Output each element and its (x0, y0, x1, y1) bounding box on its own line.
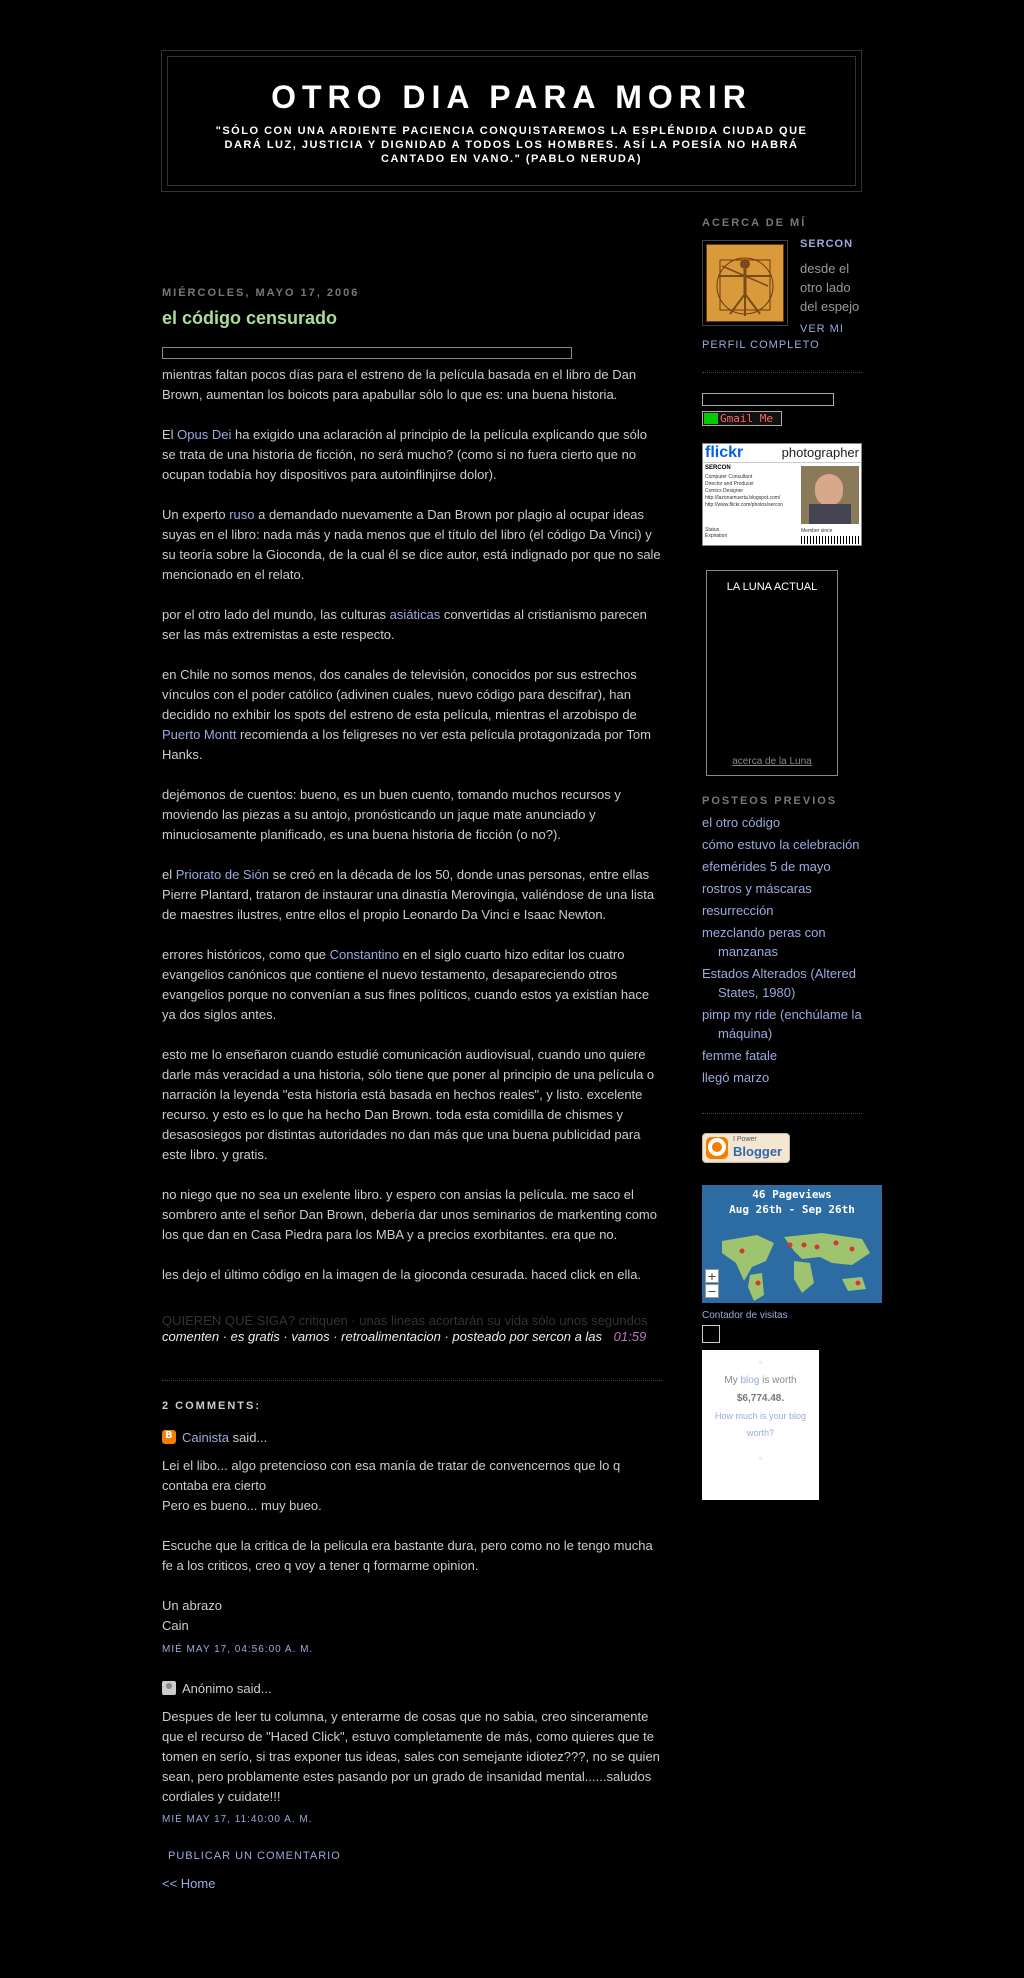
moon-widget (706, 570, 838, 776)
flickr-status-block (705, 527, 727, 539)
profile-name-link[interactable]: SERCON (800, 238, 854, 250)
post-paragraph (162, 425, 662, 485)
post-paragraph (162, 945, 662, 1025)
previous-posts-heading: POSTEOS PREVIOS (702, 795, 838, 807)
list-item (702, 1005, 872, 1043)
powered-by-blogger-button[interactable] (702, 1133, 790, 1163)
post-text: en el siglo cuarto hizo editar los cuatro evangelios canónicos que contiene el nuevo testamento, desapareciendo otros evangelios porque no convenían a sus fines políticos, cuando estos ya existían hace ya dos siglos antes. (162, 947, 650, 1022)
flickr-detail-line: http://lazonamuerta.blogspot.com/ (705, 495, 781, 501)
profile-location: desde el otro lado del espejo (800, 261, 860, 314)
post-paragraph: esto me lo enseñaron cuando estudié comunicación audiovisual, cuando uno quiere darle más veracidad a una historia, sólo tiene que poner al principio de una película o narración la leyenda "esta historia está basada en hechos reales", y listo. excelente recurso. y esto es lo que ha hecho Dan Brown. toda esta comidilla de chismes y desasosiegos por distintas autoridades no dan más que una buena publicidad para este libro. y gratis. (162, 1047, 655, 1162)
flickr-user-photo (801, 466, 859, 524)
comment-spacer (162, 1576, 662, 1596)
hidden-text-line: QUIEREN QUÉ SIGA? critiquen · unas lineas acortarán su vida sólo unos segundos (162, 1313, 648, 1328)
flickr-details (705, 474, 800, 509)
comment-author-link[interactable]: Cainista (182, 1430, 229, 1445)
comment-body (162, 1456, 662, 1636)
pageviews-count: 46 Pageviews (752, 1188, 832, 1201)
post-text: El (162, 427, 178, 442)
flickr-detail-line: http://www.flickr.com/photos/sercon (705, 502, 784, 508)
vitruvian-man-image (706, 244, 784, 322)
ruso-link[interactable]: ruso (229, 507, 255, 522)
flickr-detail-line: Computer Consultant (705, 474, 753, 480)
previous-post-link[interactable]: efemérides 5 de mayo (702, 859, 831, 874)
comment-line: Escuche que la critica de la pelicula era bastante dura, pero como no le tengo mucha fe a los criticos, creo q voy a tener q formarme opinion. (162, 1538, 653, 1573)
pageviews-map-widget[interactable] (702, 1185, 882, 1303)
comment-line: Cain (162, 1618, 189, 1633)
list-item (702, 1046, 872, 1065)
post-text: por el otro lado del mundo, las culturas (162, 607, 390, 622)
puerto-montt-link[interactable]: Puerto Montt (162, 727, 237, 742)
blog-worth-line (702, 1372, 819, 1390)
blog-worth-dot: ▫ (759, 1358, 762, 1367)
post-body (162, 345, 662, 1305)
blog-worth-value: $6,774.48. (736, 1393, 785, 1404)
list-item (702, 835, 872, 854)
sidebar-empty-box (702, 393, 834, 406)
list-item (702, 813, 872, 832)
view-profile-link-2[interactable]: PERFIL COMPLETO (702, 339, 820, 351)
comment-line: Despues de leer tu columna, y enterarme de cosas que no sabia, creo sinceramente que el recurso de "Haced Click", estuvo completamente de más, como quieres que te tomen en serío, si tras exponer tus ideas, sales con semejante idiotez???, no se quien sean, pero problamente estes pasando por un grado de insanidad mental......saludos cordiales y cuidate!!! (162, 1709, 660, 1804)
priorato-link[interactable]: Priorato de Sión (175, 867, 269, 882)
flickr-badge-type: photographer (781, 445, 859, 460)
post-text: convertidas al cristianismo parecen ser las más extremistas a este respecto. (162, 607, 647, 642)
post-paragraph (162, 865, 662, 925)
sidebar-divider (702, 1113, 862, 1114)
post-comment-link[interactable]: PUBLICAR UN COMENTARIO (168, 1850, 341, 1862)
post-text: ha exigido una aclaración al principio de la película explicando que sólo se trata de una historia de ficción, no será mucho? (como si no fuera cierto que no ocupan todabía hoy dispositivos para autoinflinjirse dolor). (162, 427, 647, 482)
post-title: el código censurado (162, 308, 338, 328)
blog-title[interactable]: OTRO DIA PARA MORIR (271, 79, 752, 115)
post-text: mientras faltan pocos días para el estreno de la película basada en el libro de Dan Brown, aumentan los boicots para apabullar sólo lo que es: una buena historia. (162, 367, 637, 402)
blog-description: "SÓLO CON UNA ARDIENTE PACIENCIA CONQUISTAREMOS LA ESPLÉNDIDA CIUDAD QUE DARÁ LUZ, JUSTICIA Y DIGNIDAD A TODOS LOS HOMBRES. ASÍ LA POESÍA NO HABRÁ CANTADO EN VANO." (PABLO NERUDA) (215, 125, 808, 165)
previous-post-link[interactable]: el otro código (702, 815, 781, 830)
comment-line: Lei el libo... algo pretencioso con esa manía de tratar de convencernos que lo q contaba era cierto (162, 1458, 621, 1493)
blog-worth-widget (702, 1350, 819, 1500)
post-footer-text: comenten · es gratis · vamos · retroalimentacion · posteado por sercon a las (162, 1329, 603, 1344)
list-item (702, 857, 872, 876)
post-footer (162, 1329, 662, 1344)
blog-link[interactable]: blog (740, 1375, 760, 1386)
profile-photo[interactable] (702, 240, 788, 326)
comment-line: Un abrazo (162, 1598, 222, 1613)
zoom-out-button[interactable]: − (705, 1284, 719, 1298)
blogger-profile-icon (162, 1430, 176, 1444)
post-paragraph: dejémonos de cuentos: bueno, es un buen cuento, tomando muchos recursos y moviendo las piezas a su antojo, pronósticando un jaque mate anunciado y minuciosamente planificado, es una buena historia de ficción (o no?). (162, 787, 621, 842)
moon-widget-title: LA LUNA ACTUAL (726, 581, 818, 593)
post-text: el (162, 867, 176, 882)
gmail-me-button[interactable] (702, 411, 782, 426)
blogger-label: Blogger (733, 1144, 783, 1159)
post-text: a demandado nuevamente a Dan Brown por plagio al ocupar ideas suyas en el libro: nada más y nada menos que el título del libro (el código Da Vinci) y su teoría sobre la Gioconda, de la cual él se dice autor, está indignado por que no sale mencionado en el relato. (162, 507, 661, 582)
blog-worth-question-link[interactable]: How much is your blog worth? (714, 1411, 807, 1438)
flickr-expiration: Expiration (705, 533, 728, 539)
flickr-user-name: SERCON (705, 465, 731, 471)
comment-author-name: Anónimo (182, 1681, 234, 1696)
previous-post-link[interactable]: rostros y máscaras (702, 881, 812, 896)
previous-post-link[interactable]: femme fatale (702, 1048, 778, 1063)
world-map-image (702, 1223, 882, 1303)
comments-heading: 2 COMMENTS: (162, 1400, 261, 1412)
flickr-badge[interactable] (702, 443, 862, 546)
sidebar-divider (702, 372, 862, 373)
post-permalink-time[interactable]: 01:59 (613, 1329, 647, 1344)
moon-info-link[interactable]: acerca de la Luna (732, 756, 812, 767)
comment-author-line (162, 1681, 272, 1696)
previous-post-link[interactable]: pimp my ride (enchúlame la máquina) (702, 1007, 862, 1041)
previous-post-link[interactable]: mezclando peras con manzanas (702, 925, 826, 959)
post-paragraph (162, 605, 662, 645)
comment-said: said... (233, 1681, 272, 1696)
post-paragraph: no niego que no sea un exelente libro. y espero con ansias la película. me saco el sombrero ante el señor Dan Brown, debería dar unos seminarios de markenting como los que dan en Casa Piedra para los MBA y a precios exorbitantes. era que no. (162, 1187, 657, 1242)
about-heading: ACERCA DE MÍ (702, 217, 807, 229)
asiaticas-link[interactable]: asiáticas (389, 607, 441, 622)
post-text: en Chile no somos menos, dos canales de televisión, conocidos por sus estrechos vínculos con el poder católico (adivinen cuales, nuevo código para descifrar), han decidido no exhibir los spots del estreno de esta película, mientras el arzobispo de (162, 667, 637, 722)
post-date: MIÉRCOLES, MAYO 17, 2006 (162, 287, 360, 299)
post-paragraph (162, 665, 662, 765)
home-link[interactable]: << Home (162, 1876, 216, 1891)
comment-spacer (162, 1516, 662, 1536)
previous-posts-list (702, 813, 872, 1090)
anonymous-user-icon (162, 1681, 176, 1695)
flickr-detail-line: Director and Producer (705, 481, 754, 487)
previous-post-link[interactable]: Estados Alterados (Altered States, 1980) (702, 966, 856, 1000)
list-item (702, 901, 872, 920)
pageviews-dates: Aug 26th - Sep 26th (729, 1203, 855, 1216)
flickr-detail-line: Comics Designer (705, 488, 744, 494)
flickr-logo: flickr (705, 444, 744, 461)
post-divider (162, 1380, 662, 1381)
zoom-in-button[interactable]: + (705, 1269, 719, 1283)
previous-post-link[interactable]: resurrección (702, 903, 774, 918)
view-profile-link[interactable]: VER MI (800, 323, 844, 335)
comment-body (162, 1707, 662, 1807)
post-text: se creó en la década de los 50, donde unas personas, entre ellas Pierre Plantard, trataron de instaurar una dinastía Merovingia, valiéndose de una lista de maestres ilustres, entre ellos el propio Leonardo Da Vinci e Isaac Newton. (162, 867, 655, 922)
barcode-graphic (801, 536, 859, 544)
blog-header-inner (167, 56, 856, 186)
post-paragraph (162, 505, 662, 585)
visit-counter-link[interactable]: Contador de visitas (702, 1310, 788, 1321)
comment-author-line (162, 1430, 267, 1445)
list-item (702, 923, 872, 961)
list-item (702, 1068, 872, 1087)
flickr-member-since: Member since (801, 528, 833, 534)
previous-post-link[interactable]: cómo estuvo la celebración (702, 837, 860, 852)
blog-worth-text: is worth (759, 1375, 797, 1386)
flickr-status: Status (705, 527, 720, 533)
blog-worth-text: My (724, 1375, 741, 1386)
post-text: recomienda a los feligreses no ver esta película protagonizada por Tom Hanks. (162, 727, 651, 762)
blogger-i-power: I Power (733, 1136, 757, 1143)
post-paragraph: les dejo el último código en la imagen de la gioconda cesurada. haced click en ella. (162, 1267, 642, 1282)
visit-counter-image[interactable] (702, 1325, 720, 1343)
blog-header (161, 50, 862, 192)
post-text: errores históricos, como que (162, 947, 330, 962)
comment-line: Pero es bueno... muy bueo. (162, 1498, 322, 1513)
opus-dei-link[interactable]: Opus Dei (177, 427, 232, 442)
constantino-link[interactable]: Constantino (329, 947, 400, 962)
post-text: Un experto (162, 507, 230, 522)
list-item (702, 964, 872, 1002)
flickr-header (703, 444, 861, 463)
previous-post-link[interactable]: llegó marzo (702, 1070, 770, 1085)
envelope-icon (704, 413, 718, 424)
comment-timestamp[interactable]: MIÉ MAY 17, 04:56:00 A. M. (162, 1644, 314, 1655)
comment-timestamp[interactable]: MIÉ MAY 17, 11:40:00 A. M. (162, 1814, 313, 1825)
gmail-me-label: Gmail Me (720, 412, 773, 425)
blog-worth-dot: ▫ (759, 1454, 762, 1463)
comment-said: said... (228, 1430, 268, 1445)
censored-gioconda-image[interactable] (162, 347, 572, 359)
list-item (702, 879, 872, 898)
